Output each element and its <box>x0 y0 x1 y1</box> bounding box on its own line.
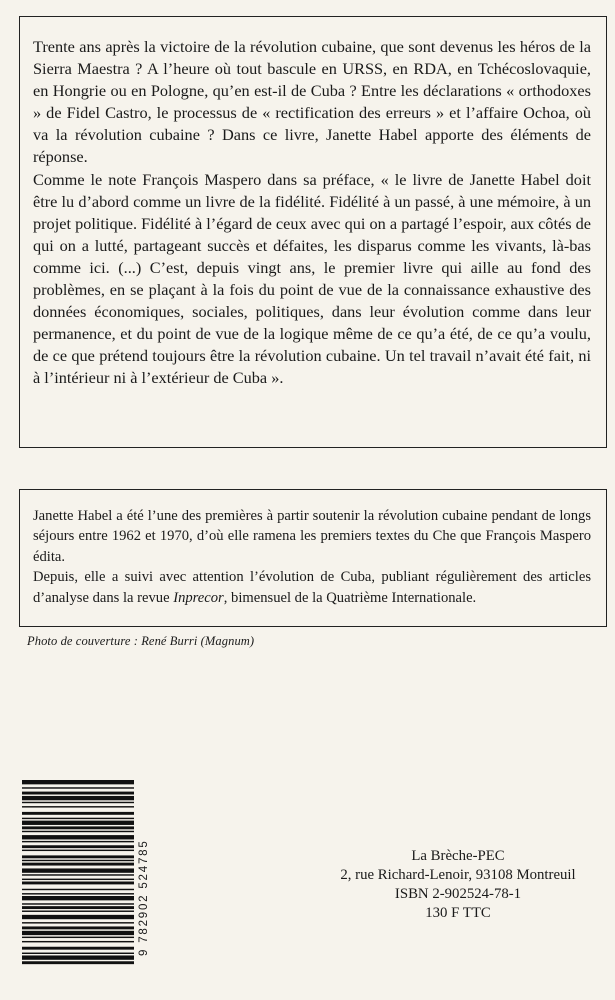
barcode-bar <box>22 911 134 912</box>
barcode-bar <box>22 896 134 900</box>
barcode-bar <box>22 826 134 829</box>
barcode-bar <box>22 850 134 851</box>
barcode-bar <box>22 831 134 832</box>
barcode-bar <box>22 802 134 803</box>
barcode-bar <box>22 787 134 788</box>
cover-photo-credit: Photo de couverture : René Burri (Magnum) <box>27 634 255 648</box>
barcode-bar <box>22 889 134 890</box>
journal-name: Inprecor <box>173 589 224 606</box>
barcode-bar <box>22 941 134 942</box>
barcode-bar <box>22 845 134 848</box>
barcode-bar <box>22 882 134 885</box>
barcode-bar <box>22 868 134 872</box>
bio-paragraph-2-end: , bimensuel de la Quatrième Internationale. <box>223 589 477 606</box>
publisher-address: 2, rue Richard-Lenoir, 93108 Montreuil <box>340 867 576 883</box>
isbn-line: ISBN 2-902524-78-1 <box>394 886 522 902</box>
blurb-box <box>19 16 607 448</box>
publisher-name: La Brèche-PEC <box>411 848 505 864</box>
barcode-digits: 9 782902 524785 <box>138 839 150 956</box>
blurb-paragraph-1: Trente ans après la victoire de la révolution cubaine, que sont devenus les héros de la Sierra Maestra ? A l’heure où tout bascule en URSS, en RDA, en Tchécoslovaquie, en Hongrie ou en Pologne, qu’en est-il de Cuba ? Entre les déclarations « orthodoxes » de Fidel Castro, le processus de « rectification des erreurs » et l’affaire Ochoa, où va la révolution cubaine ? Dans ce livre, Janette Habel apporte des éléments de réponse. <box>33 37 591 167</box>
barcode-bar <box>22 860 134 861</box>
isbn-barcode <box>22 780 134 967</box>
barcode-bar <box>22 903 134 904</box>
author-bio-box <box>19 489 607 627</box>
barcode-bar <box>22 906 134 909</box>
barcode-bar <box>22 947 134 950</box>
blurb-paragraph-2: Comme le note François Maspero dans sa préface, « le livre de Janette Habel doit être lu d’abord comme un livre de la fidélité. Fidélité à un passé, à une mémoire, à un projet politique. Fidélité à l’égard de ceux avec qui on a partagé l’espoir, aux côtés de qui on a lutté, partageant succès et défaites, les disparus comme les vivants, là-bas comme ici. (...) C’est, depuis vingt ans, le premier livre qui aille au fond des problèmes, en se plaçant à la fois du point de vue de la connaissance exhaustive des données économiques, sociales, politiques, dans leur évolution comme dans leur permanence, et du point de vue de la logique même de ce qu’a été, de ce qu’a voulu, de ce que prétend toujours être la révolution cubaine. Un tel travail n’avait été fait, ni à l’intérieur ni à l’extérieur de Cuba ». <box>33 169 591 388</box>
barcode-bar <box>22 955 134 959</box>
price: 130 F TTC <box>425 905 491 921</box>
barcode-bar <box>22 931 134 935</box>
barcode-bar <box>22 806 134 807</box>
barcode-bar <box>22 922 134 923</box>
barcode-bar <box>22 835 134 839</box>
barcode-bar <box>22 937 134 938</box>
barcode-bar <box>22 841 134 842</box>
barcode-bar <box>22 812 134 815</box>
barcode-bar <box>22 821 134 825</box>
barcode-bar <box>22 855 134 858</box>
barcode-bar <box>22 893 134 894</box>
publisher-block <box>300 847 615 923</box>
barcode-bar <box>22 818 134 819</box>
barcode-bar <box>22 915 134 919</box>
bio-paragraph-1: Janette Habel a été l’une des premières à partir soutenir la révolution cubaine pendant de longs séjours entre 1962 et 1970, d’où elle ramena les premiers textes du Che que François Maspero édita. <box>33 508 591 565</box>
barcode-bar <box>22 953 134 954</box>
barcode-bar <box>22 926 134 929</box>
barcode-bar <box>22 796 134 800</box>
bio-paragraph-2-start: Depuis, elle a suivi avec attention l’évolution de Cuba, publiant régulièrement des articles d’analyse dans la revue <box>33 569 591 606</box>
bio-paragraph-2 <box>33 567 591 608</box>
barcode-bar <box>22 792 134 795</box>
barcode-bar <box>22 874 134 875</box>
barcode-bar <box>22 780 134 784</box>
barcode-bar <box>22 879 134 880</box>
barcode-bar <box>22 961 134 964</box>
barcode-bar <box>22 863 134 866</box>
